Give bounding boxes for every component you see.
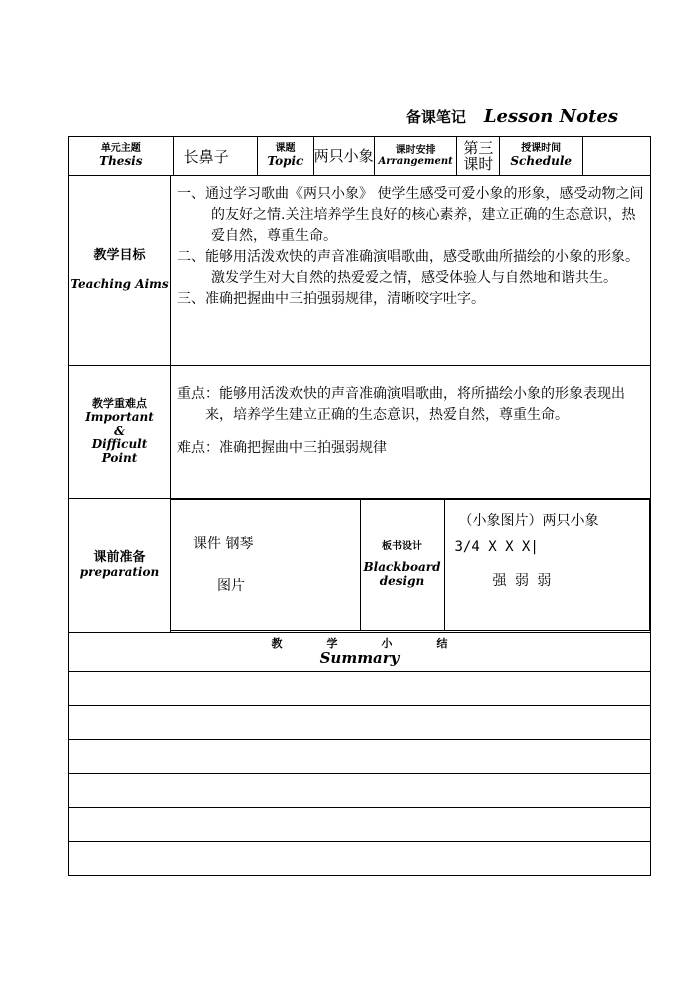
header-title-en: Lesson Notes <box>483 106 618 127</box>
info-row <box>69 137 651 176</box>
topic-value: 两只小象 <box>313 137 374 175</box>
aim-item-3: 三、准确把握曲中三拍强弱规律，清晰咬字吐字。 <box>177 291 485 307</box>
arrangement-value: 第三课时 <box>457 137 500 175</box>
aims-label: 教学目标 Teaching Aims <box>69 176 171 366</box>
thesis-value: 长鼻子 <box>173 137 258 175</box>
lesson-table <box>68 136 651 876</box>
prep-inner <box>171 499 650 631</box>
summary-header: 教学小结 Summary <box>69 633 651 672</box>
arrangement-label: 课时安排 Arrangement <box>374 137 457 175</box>
prep-line-2: 图片 <box>217 578 245 594</box>
summary-line-2 <box>69 706 651 740</box>
board-line-1: （小象图片）两只小象 <box>458 513 599 529</box>
aims-content <box>171 176 651 366</box>
board-line-3: 强 弱 弱 <box>492 573 554 589</box>
summary-header-row <box>69 633 651 672</box>
aim-item-1: 一、通过学习歌曲《两只小象》 使学生感受可爱小象的形象，感受动物之间的友好之情.关注培养学生良好的核心素养，建立正确的生态意识，热爱自然，尊重生命。 <box>177 186 644 244</box>
summary-line-3 <box>69 740 651 774</box>
difficult-point: 难点：准确把握曲中三拍强弱规律 <box>177 440 387 456</box>
prep-label: 课前准备 preparation <box>69 499 171 633</box>
board-content <box>444 500 650 631</box>
summary-line-5 <box>69 808 651 842</box>
board-label: 板书设计 Blackboard design <box>360 500 444 631</box>
topic-label: 课题 Topic <box>258 137 313 175</box>
header-title-cn: 备课笔记 <box>405 108 466 126</box>
info-inner <box>69 137 650 175</box>
key-point: 重点：能够用活泼欢快的声音准确演唱歌曲，将所描绘小象的形象表现出来，培养学生建立正确的生态意识，热爱自然，尊重生命。 <box>177 386 625 423</box>
points-label: 教学重难点 Important & Difficult Point <box>69 366 171 499</box>
prep-line-1: 课件 钢琴 <box>193 536 254 552</box>
points-content <box>171 366 651 499</box>
summary-line-4 <box>69 774 651 808</box>
prep-materials <box>171 500 360 631</box>
aim-item-2: 二、能够用活泼欢快的声音准确演唱歌曲，感受歌曲所描绘的小象的形象。激发学生对大自然的热爱爱之情，感受体验人与自然地和谐共生。 <box>177 249 639 286</box>
prep-row <box>69 499 651 633</box>
aims-row <box>69 176 651 366</box>
schedule-value <box>583 137 650 175</box>
thesis-label: 单元主题 Thesis <box>99 143 143 168</box>
page-header <box>406 106 618 132</box>
board-line-2: 3/4 X X X| <box>454 539 539 555</box>
summary-line-1 <box>69 672 651 706</box>
summary-line-6 <box>69 842 651 876</box>
points-row <box>69 366 651 499</box>
schedule-label: 授课时间 Schedule <box>500 137 583 175</box>
